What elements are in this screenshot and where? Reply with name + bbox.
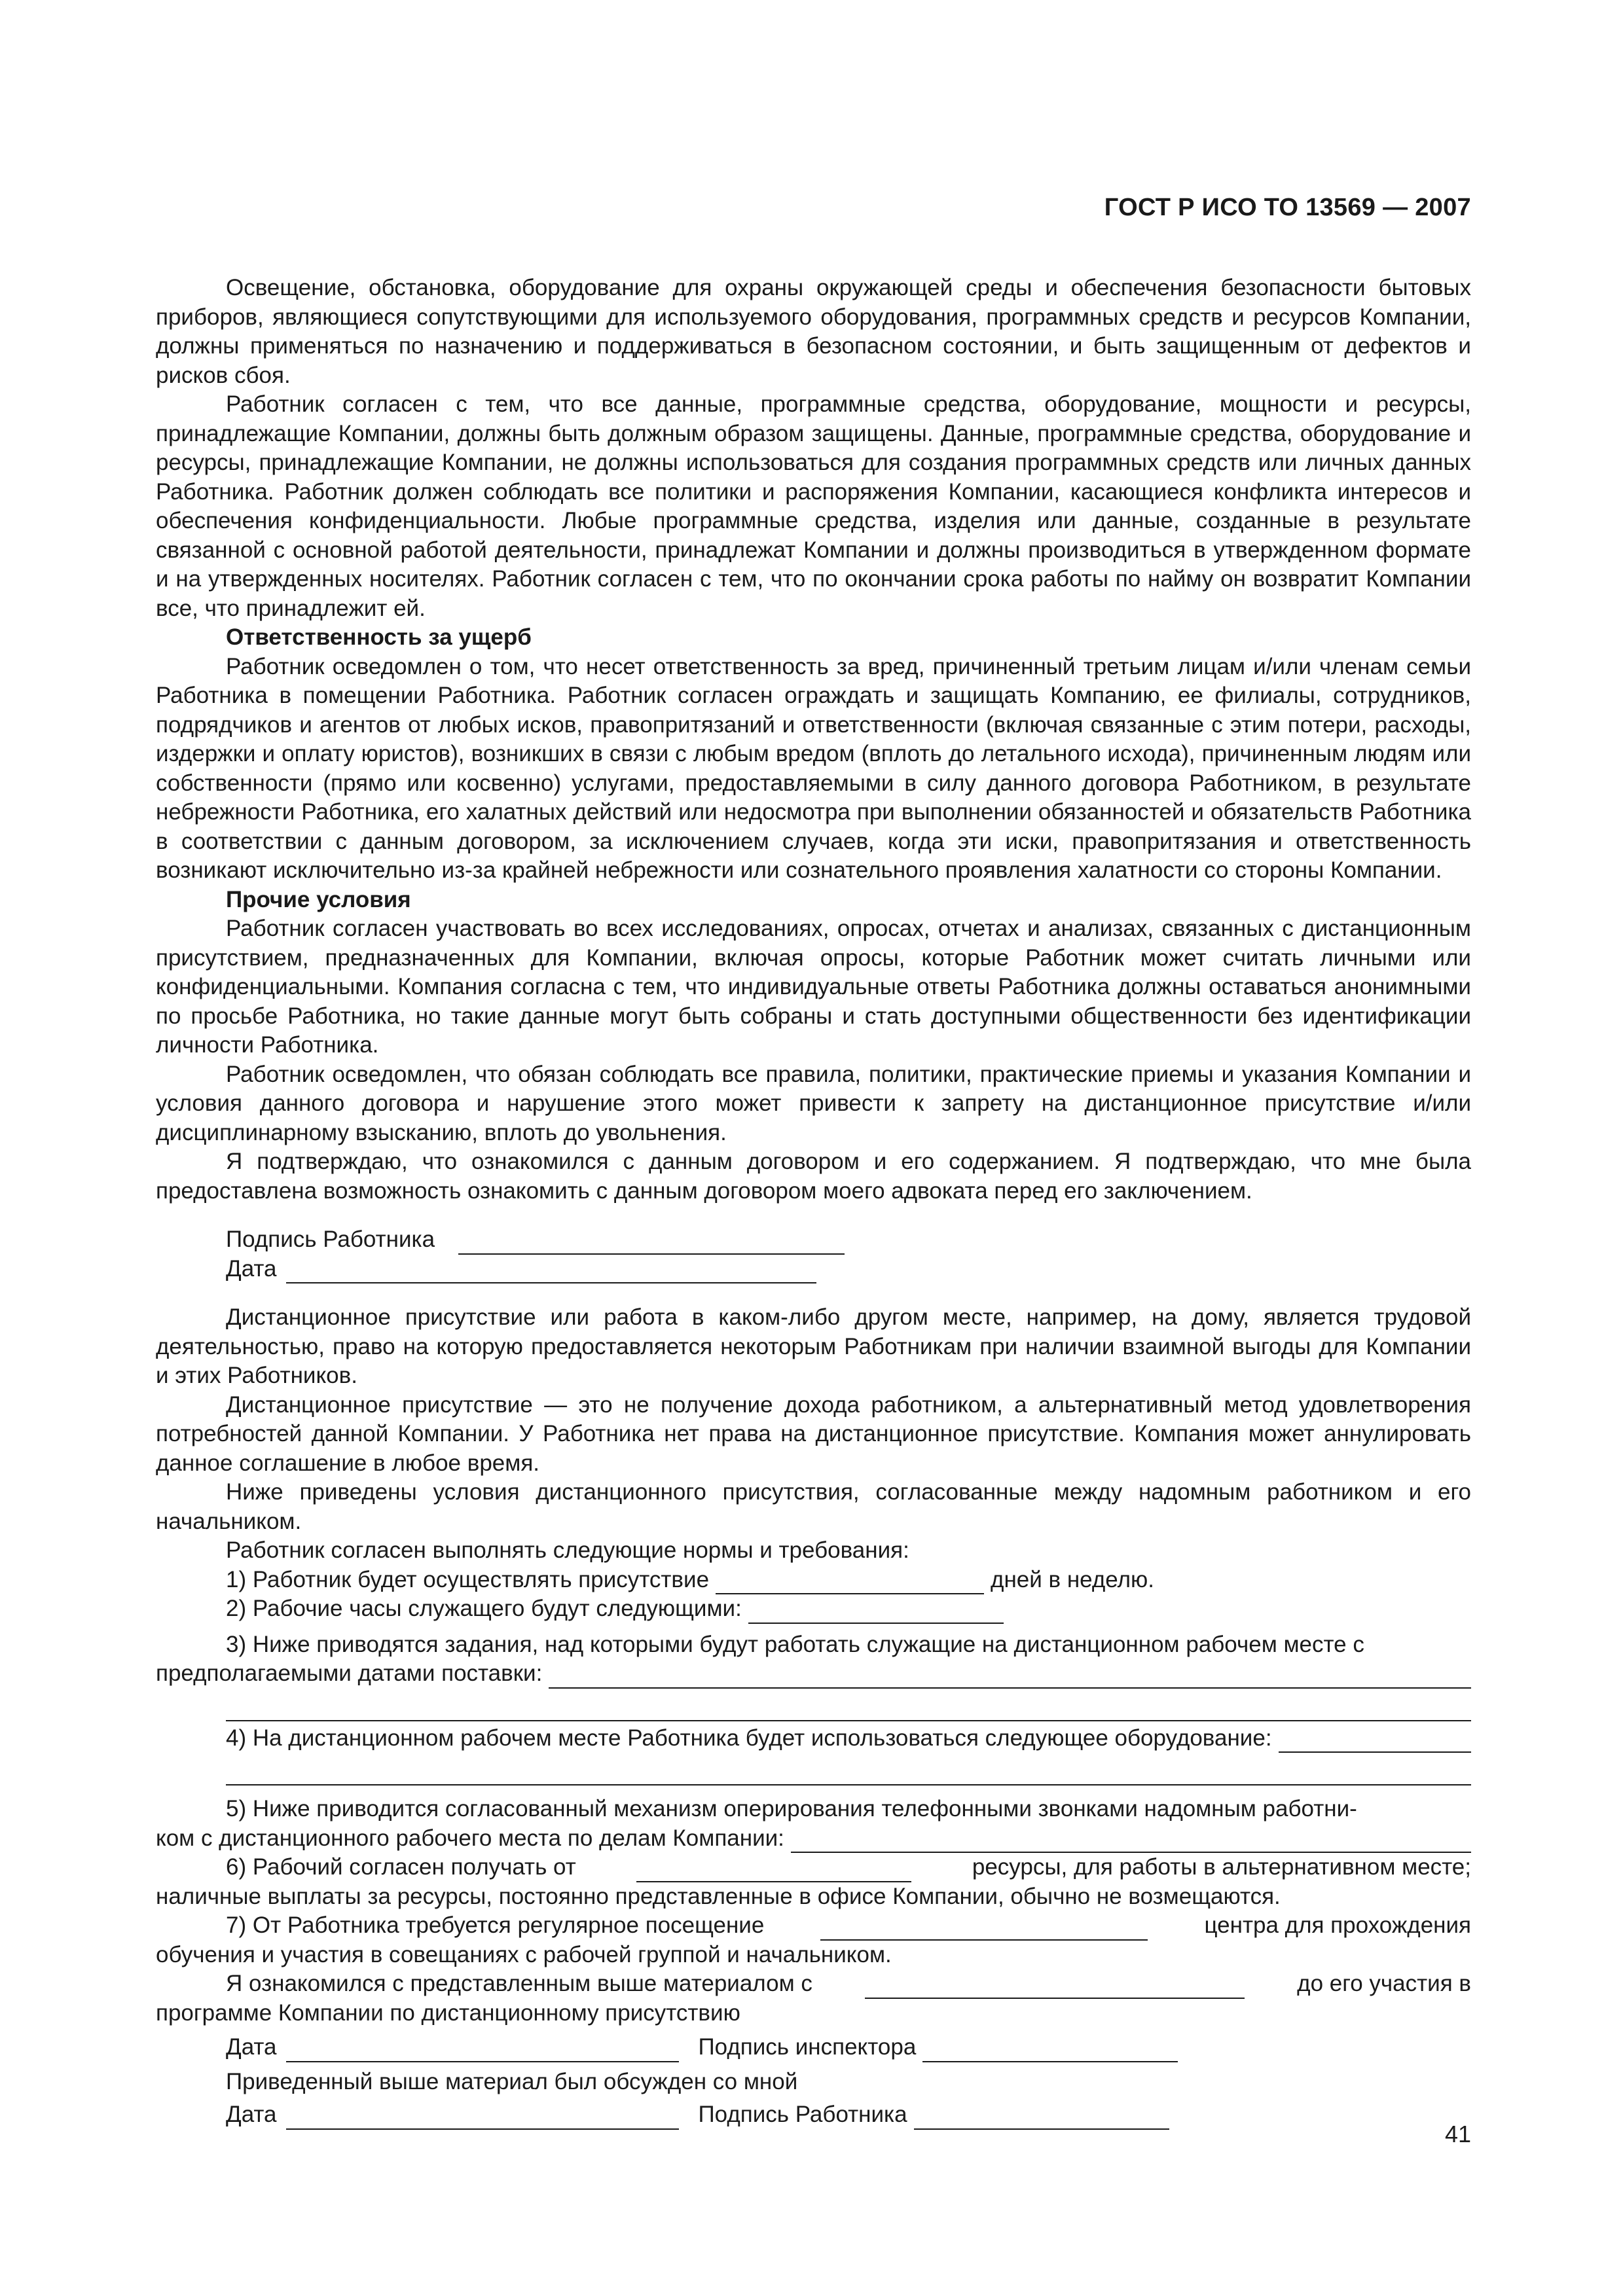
equipment-field[interactable] — [1279, 1729, 1471, 1753]
item-text: наличные выплаты за ресурсы, постоянно представленные в офисе Компании, обычно не возмещаются. — [156, 1883, 1281, 1909]
item-text: 1) Работник будет осуществлять присутствие — [226, 1566, 710, 1592]
days-field[interactable] — [716, 1571, 984, 1594]
date-label: Дата — [226, 2102, 277, 2127]
ack-date-field[interactable] — [865, 1975, 1245, 1999]
list-item — [156, 1853, 1471, 1882]
item-text: 7) От Работника требуется регулярное посещение — [226, 1912, 765, 1938]
paragraph: Освещение, обстановка, оборудование для охраны окружающей среды и обеспечения безопасности бытовых приборов, являющиеся сопутствующими для используемого оборудования, программных средств и ресурсов Компании, должны применяться по назначению и поддерживаться в безопасном состоянии, и быть защищенным от дефектов и рисков сбоя. — [156, 275, 1471, 388]
item-text: дней в неделю. — [991, 1566, 1155, 1592]
tasks-field-extra[interactable] — [226, 1689, 1471, 1721]
paragraph: Дистанционное присутствие или работа в каком-либо другом месте, например, на дому, является трудовой деятельностью, право на которую предоставляется некоторым Работникам при наличии взаимной выгоды для Компании и этих Работников. — [156, 1304, 1471, 1388]
page-number: 41 — [1444, 2121, 1471, 2147]
signature-label: Подпись Работника — [698, 2102, 907, 2127]
employee-signature-row — [156, 1225, 1471, 1255]
list-item-cont — [156, 1659, 1471, 1689]
paragraph: Работник осведомлен о том, что несет ответственность за вред, причиненный третьим лицам и/или членам семьи Работника в помещении Работника. Работник согласен ограждать и защищать Компанию, ее филиалы, сотрудников, подрядчиков и агентов от любых исков, правопритязаний и ответственности (включая связанные с этим потери, расходы, издержки и оплату юристов), возникших в связи с любым вредом (вплоть до летального исхода), причиненным людям или собственности (прямо или косвенно) услугами, предоставляемыми в силу данного договора Работником, в результате небрежности Работника, его халатных действий или недосмотра при выполнении обязанностей и обязательств Работника в соответствии с данным договором, за исключением случаев, когда эти иски, правопритязания и ответственность возникают исключительно из-за крайней небрежности или сознательного проявления халатности со стороны Компании. — [156, 653, 1471, 883]
date-field[interactable] — [286, 2039, 679, 2062]
date-row — [156, 1255, 1471, 1284]
item-text: центра для прохождения — [1204, 1912, 1471, 1938]
paragraph: Я подтверждаю, что ознакомился с данным договором и его содержанием. Я подтверждаю, что мне была предоставлена возможность ознакомить с данным договором моего адвоката перед его заключением. — [156, 1149, 1471, 1204]
section-heading: Прочие условия — [226, 886, 411, 912]
discussed-text: Приведенный выше материал был обсужден со мной — [226, 2068, 798, 2094]
date-field[interactable] — [286, 2106, 679, 2130]
list-item: 5) Ниже приводится согласованный механизм оперирования телефонными звонками надомным работни- — [226, 1796, 1357, 1821]
item-text: 4) На дистанционном рабочем месте Работника будет использоваться следующее оборудование: — [226, 1725, 1272, 1751]
paragraph: Ниже приведены условия дистанционного присутствия, согласованные между надомным работником и его начальником. — [156, 1479, 1471, 1534]
item-text: предполагаемыми датами поставки: — [156, 1660, 543, 1686]
item-text: 6) Рабочий согласен получать от — [226, 1854, 576, 1880]
discussed-line — [156, 2068, 1471, 2097]
list-item: 3) Ниже приводятся задания, над которыми будут работать служащие на дистанционном рабочем месте с — [226, 1631, 1364, 1657]
list-item — [156, 1594, 1471, 1624]
resources-source-field[interactable] — [636, 1859, 911, 1882]
employee-signature-row-2 — [156, 2100, 1471, 2130]
document-page — [156, 0, 1471, 2296]
list-item-cont — [156, 1882, 1471, 1912]
list-item — [156, 1724, 1471, 1753]
item-text: обучения и участия в совещаниях с рабочей группой и начальником. — [156, 1941, 892, 1967]
list-item — [156, 1911, 1471, 1941]
list-intro-text: Работник согласен выполнять следующие нормы и требования: — [226, 1537, 909, 1563]
item-text: ресурсы, для работы в альтернативном месте; — [972, 1854, 1471, 1880]
signature-field[interactable] — [458, 1231, 845, 1255]
paragraph: Работник согласен с тем, что все данные, программные средства, оборудование, мощности и ресурсы, принадлежащие Компании, должны быть должным образом защищены. Данные, программные средства, оборудование и ресурсы, принадлежащие Компании, не должны использоваться для создания программных средств или личных данных Работника. Работник должен соблюдать все политики и распоряжения Компании, касающиеся конфликта интересов и обеспечения конфиденциальности. Любые программные средства, изделия или данные, созданные в результате связанной с основной работой деятельности, принадлежат Компании и должны производиться в утвержденном формате и на утвержденных носителях. Работник согласен с тем, что по окончании срока работы по найму он возвратит Компании все, что принадлежит ей. — [156, 391, 1471, 621]
item-text: ком с дистанционного рабочего места по делам Компании: — [156, 1825, 784, 1851]
ack-text: Я ознакомился с представленным выше материалом с — [226, 1971, 812, 1996]
paragraph: Работник осведомлен, что обязан соблюдать все правила, политики, практические приемы и указания Компании и условия данного договора и нарушение этого может привести к запрету на дистанционное присутствие и/или дисциплинарному взысканию, вплоть до увольнения. — [156, 1061, 1471, 1145]
acknowledgement-cont — [156, 1999, 1471, 2028]
paragraph: Работник согласен участвовать во всех исследованиях, опросах, отчетах и анализах, связанных с дистанционным присутствием, предназначенных для Компании, включая опросы, которые Работник может считать личными или конфиденциальными. Компания согласна с тем, что индивидуальные ответы Работника должны оставаться анонимными по просьбе Работника, но такие данные могут быть собраны и стать доступными общественности без идентификации личности Работника. — [156, 916, 1471, 1058]
acknowledgement — [156, 1969, 1471, 1999]
standard-header: ГОСТ Р ИСО ТО 13569 — 2007 — [1104, 194, 1471, 221]
hours-field[interactable] — [748, 1600, 1004, 1624]
paragraph: Дистанционное присутствие — это не получение дохода работником, а альтернативный метод удовлетворения потребностей данной Компании. У Работника нет права на дистанционное присутствие. Компания может аннулировать данное соглашение в любое время. — [156, 1391, 1471, 1476]
list-item-cont — [156, 1941, 1471, 1970]
date-field[interactable] — [286, 1260, 816, 1283]
list-item — [156, 1566, 1471, 1595]
equipment-field-extra[interactable] — [226, 1753, 1471, 1785]
signature-label: Подпись инспектора — [698, 2034, 917, 2060]
list-intro — [156, 1536, 1471, 1566]
item-text: 2) Рабочие часы служащего будут следующими: — [226, 1596, 742, 1621]
document-body — [156, 274, 1471, 2130]
list-item-cont — [156, 1824, 1471, 1854]
calls-field[interactable] — [791, 1829, 1471, 1853]
ack-text: программе Компании по дистанционному присутствию — [156, 2000, 740, 2026]
inspector-signature-row — [156, 2033, 1471, 2062]
section-heading: Ответственность за ущерб — [226, 624, 532, 650]
date-label: Дата — [226, 1255, 277, 1282]
employee-signature-field[interactable] — [914, 2106, 1169, 2130]
ack-text: до его участия в — [1297, 1971, 1471, 1996]
tasks-field[interactable] — [549, 1665, 1471, 1689]
inspector-signature-field[interactable] — [922, 2039, 1178, 2062]
signature-label: Подпись Работника — [226, 1227, 435, 1252]
center-field[interactable] — [820, 1917, 1148, 1941]
date-label: Дата — [226, 2034, 277, 2060]
